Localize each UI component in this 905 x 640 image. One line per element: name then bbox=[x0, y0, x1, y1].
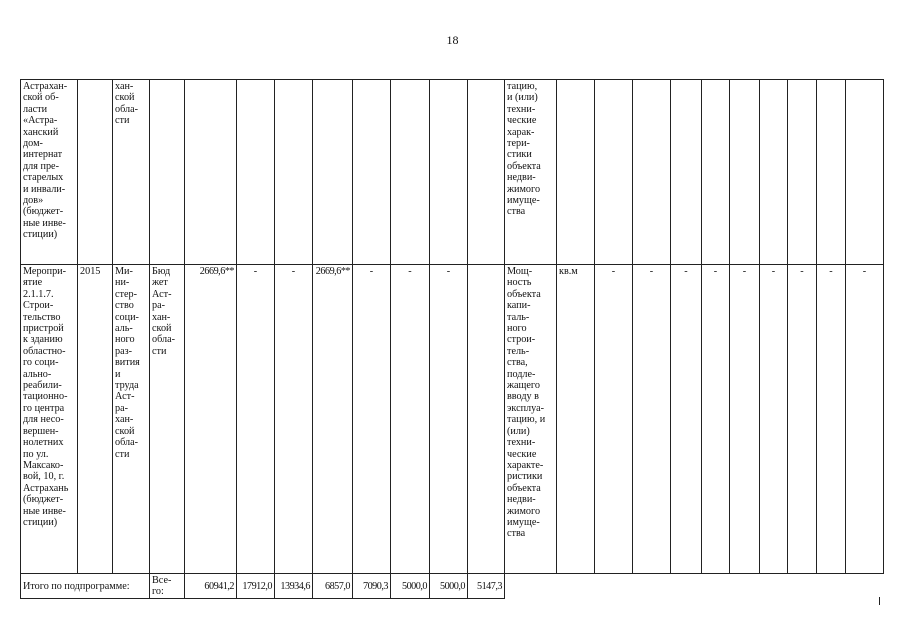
value-cell: - bbox=[595, 265, 633, 574]
year-2018-cell: - bbox=[391, 265, 430, 574]
year-2014-cell: 17912,0 bbox=[237, 574, 275, 599]
value-cell: - bbox=[817, 265, 846, 574]
year-2016-cell: 2669,6** bbox=[313, 265, 353, 574]
year-2015-cell: 13934,6 bbox=[275, 574, 313, 599]
unit-cell bbox=[557, 80, 595, 265]
year-2014-cell: - bbox=[237, 265, 275, 574]
unit-cell: кв.м bbox=[557, 265, 595, 574]
table-edge-line bbox=[879, 597, 880, 605]
year-2014-cell bbox=[237, 80, 275, 265]
year-2020-cell bbox=[468, 80, 505, 265]
year-2016-cell bbox=[313, 80, 353, 265]
event-name-cell: Астрахан- ской об- ласти «Астра- ханский дом- интернат для пре- старелых и инвали- дов» (бюджет- ные инве- стиции) bbox=[21, 80, 78, 265]
year-2020-cell bbox=[468, 265, 505, 574]
value-cell bbox=[817, 80, 846, 265]
year-2018-cell: 5000,0 bbox=[391, 574, 430, 599]
indicator-cell: тацию, и (или) техни- ческие харак- тери- стики объекта недви- жимого имуще- ства bbox=[505, 80, 557, 265]
year-2015-cell: - bbox=[275, 265, 313, 574]
year-2016-cell: 6857,0 bbox=[313, 574, 353, 599]
value-cell bbox=[788, 80, 817, 265]
source-cell: Бюд жет Аст- ра- хан- ской обла- сти bbox=[150, 265, 185, 574]
year-2019-cell bbox=[430, 80, 468, 265]
year-2017-cell bbox=[353, 80, 391, 265]
year-2020-cell: 5147,3 bbox=[468, 574, 505, 599]
source-cell: Все- го: bbox=[150, 574, 185, 599]
value-cell: - bbox=[730, 265, 760, 574]
value-cell bbox=[633, 80, 671, 265]
subtotal-label: Итого по подпрограмме: bbox=[21, 574, 150, 599]
value-cell: - bbox=[702, 265, 730, 574]
value-cell bbox=[671, 80, 702, 265]
value-cell: - bbox=[633, 265, 671, 574]
value-cell bbox=[760, 80, 788, 265]
value-cell bbox=[595, 80, 633, 265]
page-number: 18 bbox=[446, 33, 459, 47]
value-cell bbox=[730, 80, 760, 265]
executor-cell: хан- ской обла- сти bbox=[113, 80, 150, 265]
value-cell bbox=[702, 80, 730, 265]
year-2018-cell bbox=[391, 80, 430, 265]
table-row bbox=[21, 574, 884, 599]
value-cell bbox=[846, 80, 884, 265]
total-cell: 60941,2 bbox=[185, 574, 237, 599]
year-2019-cell: - bbox=[430, 265, 468, 574]
empty-area bbox=[505, 574, 884, 599]
year-2019-cell: 5000,0 bbox=[430, 574, 468, 599]
year-2017-cell: - bbox=[353, 265, 391, 574]
table-row bbox=[21, 80, 884, 265]
year-cell: 2015 bbox=[78, 265, 113, 574]
value-cell: - bbox=[760, 265, 788, 574]
source-cell bbox=[150, 80, 185, 265]
executor-cell: Ми- ни- стер- ство соци- аль- ного раз- вития и труда Аст- ра- хан- ской обла- сти bbox=[113, 265, 150, 574]
year-2017-cell: 7090,3 bbox=[353, 574, 391, 599]
value-cell: - bbox=[671, 265, 702, 574]
total-cell bbox=[185, 80, 237, 265]
event-name-cell: Меропри- ятие 2.1.1.7. Строи- тельство пристрой к зданию областно- го соци- ально- реабили- тационно- го центра для несо- вершен- нолетних по ул. Максако- вой, 10, г. Астрахань (бюджет- ные инве- стиции) bbox=[21, 265, 78, 574]
indicator-cell: Мощ- ность объекта капи- таль- ного строи- тель- ства, подле- жащего вводу в эксплуа- тацию, и (или) техни- ческие характе- ристики объекта недви- жимого имуще- ства bbox=[505, 265, 557, 574]
year-cell bbox=[78, 80, 113, 265]
program-table bbox=[20, 79, 884, 599]
table-row bbox=[21, 265, 884, 574]
value-cell: - bbox=[846, 265, 884, 574]
total-cell: 2669,6** bbox=[185, 265, 237, 574]
year-2015-cell bbox=[275, 80, 313, 265]
value-cell: - bbox=[788, 265, 817, 574]
